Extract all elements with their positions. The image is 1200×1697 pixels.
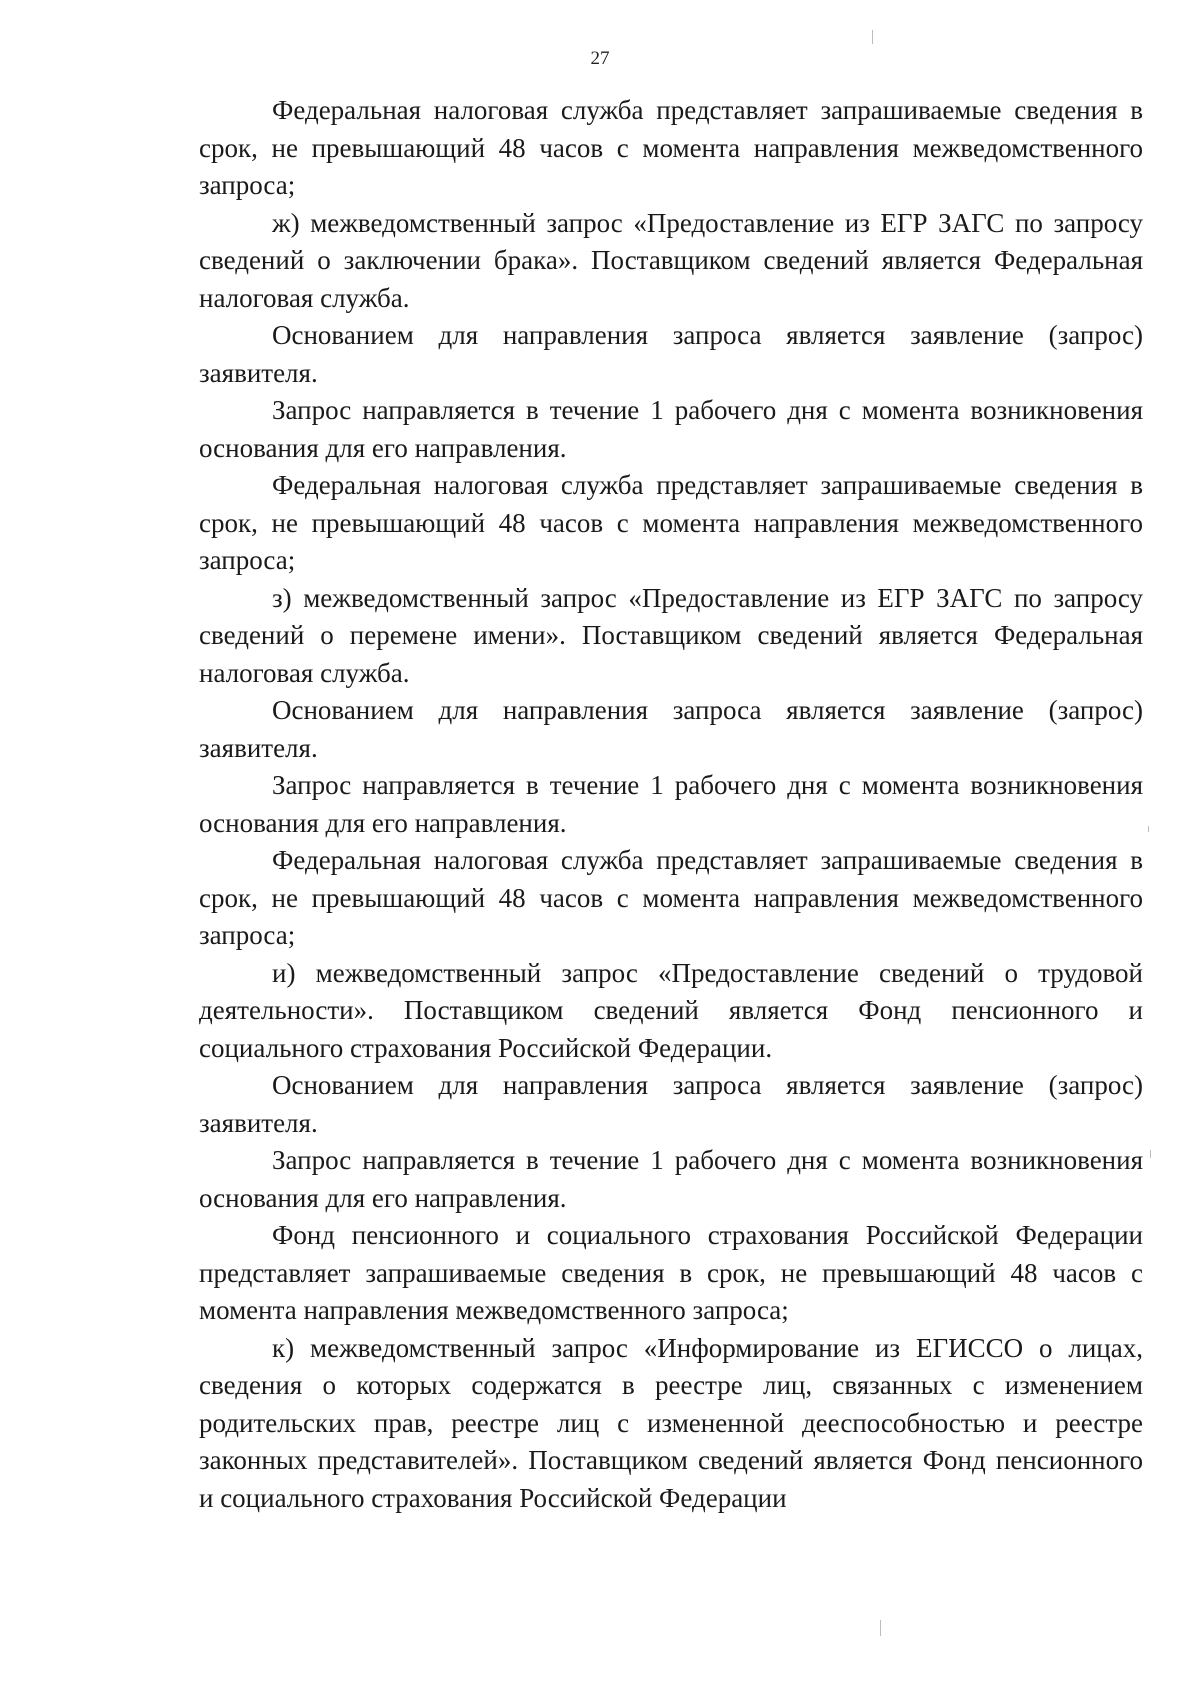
paragraph: Федеральная налоговая служба представляет запрашиваемые сведения в срок, не превышающий 48 часов с момента направления межведомственного запроса; [199,95,1143,200]
paragraph: к) межведомственный запрос «Информирование из ЕГИССО о лицах, сведения о которых содержатся в реестре лиц, связанных с изменением родительских прав, реестре лиц с измененной дееспособностью и реестре законных представителей». Поставщиком сведений является Фонд пенсионного и социального страхования Российской Федерации [199,1332,1143,1513]
paragraph: Основанием для направления запроса является заявление (запрос) заявителя. [199,695,1143,763]
paragraph: Запрос направляется в течение 1 рабочего дня с момента возникновения основания для его направления. [199,770,1143,838]
scan-artifact [1150,1150,1151,1158]
scan-artifact [1148,826,1149,832]
scan-artifact [880,1620,881,1636]
document-body [199,92,1143,1517]
paragraph: и) межведомственный запрос «Предоставление сведений о трудовой деятельности». Поставщиком сведений является Фонд пенсионного и социального страхования Российской Федерации. [199,957,1143,1063]
paragraph: Основанием для направления запроса является заявление (запрос) заявителя. [199,320,1143,388]
paragraph: з) межведомственный запрос «Предоставление из ЕГР ЗАГС по запросу сведений о перемене имени». Поставщиком сведений является Федеральная налоговая служба. [199,582,1143,688]
scan-artifact [872,30,873,44]
paragraph: Запрос направляется в течение 1 рабочего дня с момента возникновения основания для его направления. [199,1145,1143,1213]
paragraph: Фонд пенсионного и социального страхования Российской Федерации представляет запрашиваемые сведения в срок, не превышающий 48 часов с момента направления межведомственного запроса; [199,1220,1143,1325]
page-number: 27 [590,48,610,69]
paragraph: Запрос направляется в течение 1 рабочего дня с момента возникновения основания для его направления. [199,395,1143,463]
paragraph: Федеральная налоговая служба представляет запрашиваемые сведения в срок, не превышающий 48 часов с момента направления межведомственного запроса; [199,470,1143,575]
paragraph: Федеральная налоговая служба представляет запрашиваемые сведения в срок, не превышающий 48 часов с момента направления межведомственного запроса; [199,845,1143,950]
paragraph: ж) межведомственный запрос «Предоставление из ЕГР ЗАГС по запросу сведений о заключении брака». Поставщиком сведений является Федеральная налоговая служба. [199,207,1143,313]
paragraph: Основанием для направления запроса является заявление (запрос) заявителя. [199,1070,1143,1138]
